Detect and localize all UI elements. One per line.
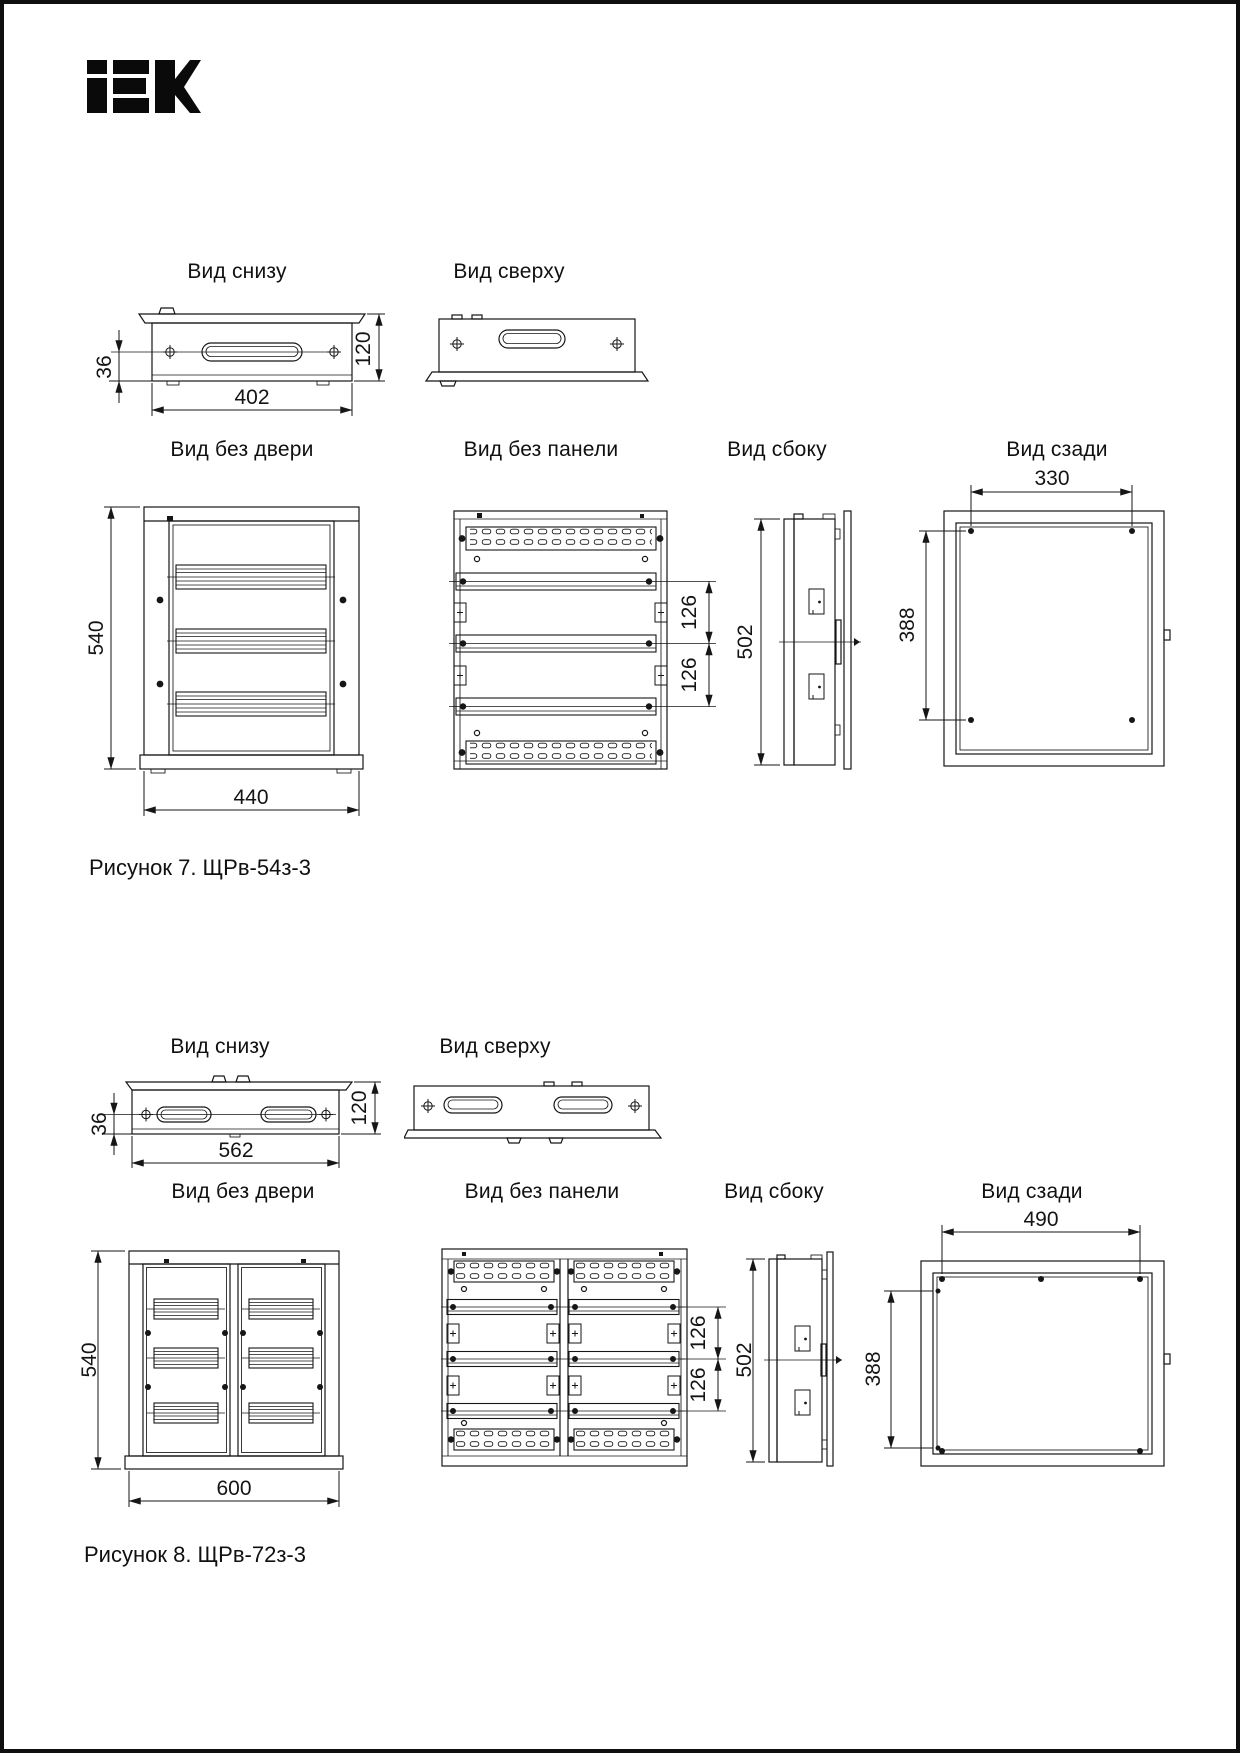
din-module-row — [242, 1299, 320, 1319]
fig7-side-view-title: Вид сбоку — [727, 438, 827, 461]
fig8-side-view-title: Вид сбоку — [724, 1180, 824, 1203]
din-rail — [441, 1352, 563, 1367]
fig8-dim-hole-h: 490 — [1023, 1208, 1059, 1231]
mounting-bracket — [795, 1326, 810, 1351]
perforated-strip — [448, 1429, 560, 1450]
din-rail — [441, 1300, 563, 1315]
dimension-502 — [733, 1259, 765, 1462]
fig7-dim-rail-1: 126 — [678, 594, 701, 631]
fig7-no-door-title: Вид без двери — [170, 438, 314, 461]
din-module-row — [242, 1348, 320, 1368]
din-rail — [563, 1352, 685, 1367]
fig8-rear-view-title: Вид сзади — [981, 1180, 1083, 1203]
fig8-no-panel-drawing — [434, 1244, 734, 1524]
fig7-no-panel-title: Вид без панели — [463, 438, 619, 461]
screw-icon — [628, 1099, 642, 1113]
terminal-tab — [668, 1324, 680, 1343]
figure-7-caption: Рисунок 7. ЩРв-54з-3 — [89, 855, 311, 880]
screw-icon — [139, 1108, 153, 1122]
fig7-top-view-title: Вид сверху — [453, 260, 565, 283]
perforated-strip — [568, 1261, 680, 1282]
fig8-dim-door-width: 600 — [216, 1477, 252, 1500]
din-module-row — [147, 1348, 225, 1368]
fig8-dim-depth: 120 — [348, 1090, 371, 1126]
fig8-bottom-view-title: Вид снизу — [170, 1035, 270, 1058]
terminal-tab — [547, 1376, 559, 1395]
fig7-dim-rail-2: 126 — [678, 657, 701, 693]
fig7-rear-view-title: Вид сзади — [1006, 438, 1108, 461]
fig8-dim-flange: 36 — [88, 1112, 111, 1136]
din-module-row — [147, 1299, 225, 1319]
fig7-bottom-view-title: Вид снизу — [187, 260, 287, 283]
fig7-dim-depth: 120 — [352, 331, 375, 367]
dimension-388 — [862, 1291, 933, 1448]
fig8-top-view-title: Вид сверху — [439, 1035, 551, 1058]
mounting-bracket — [795, 1390, 810, 1415]
fig8-top-view-drawing — [404, 1064, 664, 1164]
fig8-dim-width: 562 — [218, 1139, 254, 1162]
figure-8-group — [4, 4, 1236, 1749]
fig8-dim-height: 540 — [78, 1342, 101, 1378]
dimension-490 — [942, 1208, 1140, 1274]
dimension-540 — [78, 1251, 125, 1469]
terminal-tab — [569, 1376, 581, 1395]
perforated-strip — [448, 1261, 560, 1282]
figure-8-caption: Рисунок 8. ЩРв-72з-3 — [84, 1542, 306, 1567]
fig7-dim-door-width: 440 — [233, 786, 269, 809]
fig8-dim-rail-1: 126 — [687, 1315, 710, 1351]
fig8-dim-side-height: 502 — [733, 1342, 756, 1378]
dimension-126-pair — [680, 1307, 726, 1411]
fig7-dim-flange: 36 — [93, 355, 116, 379]
perforated-strip — [568, 1429, 680, 1450]
dimension-120 — [341, 1082, 381, 1134]
terminal-tab — [668, 1376, 680, 1395]
din-rail — [441, 1404, 563, 1419]
terminal-tab — [447, 1376, 459, 1395]
dimension-562 — [132, 1136, 339, 1168]
din-rail — [563, 1404, 685, 1419]
fig8-dim-rail-2: 126 — [687, 1367, 710, 1403]
din-module-row — [242, 1403, 320, 1423]
din-rail — [563, 1300, 685, 1315]
fig8-dim-hole-v: 388 — [862, 1351, 885, 1387]
fig7-dim-side-height: 502 — [734, 624, 757, 660]
fig8-rear-view-drawing — [834, 1199, 1194, 1499]
dimension-600 — [129, 1471, 339, 1507]
fig7-dim-height: 540 — [85, 620, 108, 656]
fig7-dim-width: 402 — [234, 386, 270, 409]
fig7-dim-hole-h: 330 — [1034, 467, 1070, 490]
fig8-no-door-drawing — [64, 1244, 384, 1524]
fig8-no-panel-title: Вид без панели — [464, 1180, 620, 1203]
screw-icon — [319, 1108, 333, 1122]
fig8-bottom-view-drawing — [84, 1064, 394, 1179]
terminal-tab — [569, 1324, 581, 1343]
dimension-36 — [88, 1093, 132, 1155]
fig8-no-door-title: Вид без двери — [171, 1180, 315, 1203]
terminal-tab — [547, 1324, 559, 1343]
screw-icon — [421, 1099, 435, 1113]
terminal-tab — [447, 1324, 459, 1343]
din-module-row — [147, 1403, 225, 1423]
fig7-dim-hole-v: 388 — [896, 607, 919, 643]
